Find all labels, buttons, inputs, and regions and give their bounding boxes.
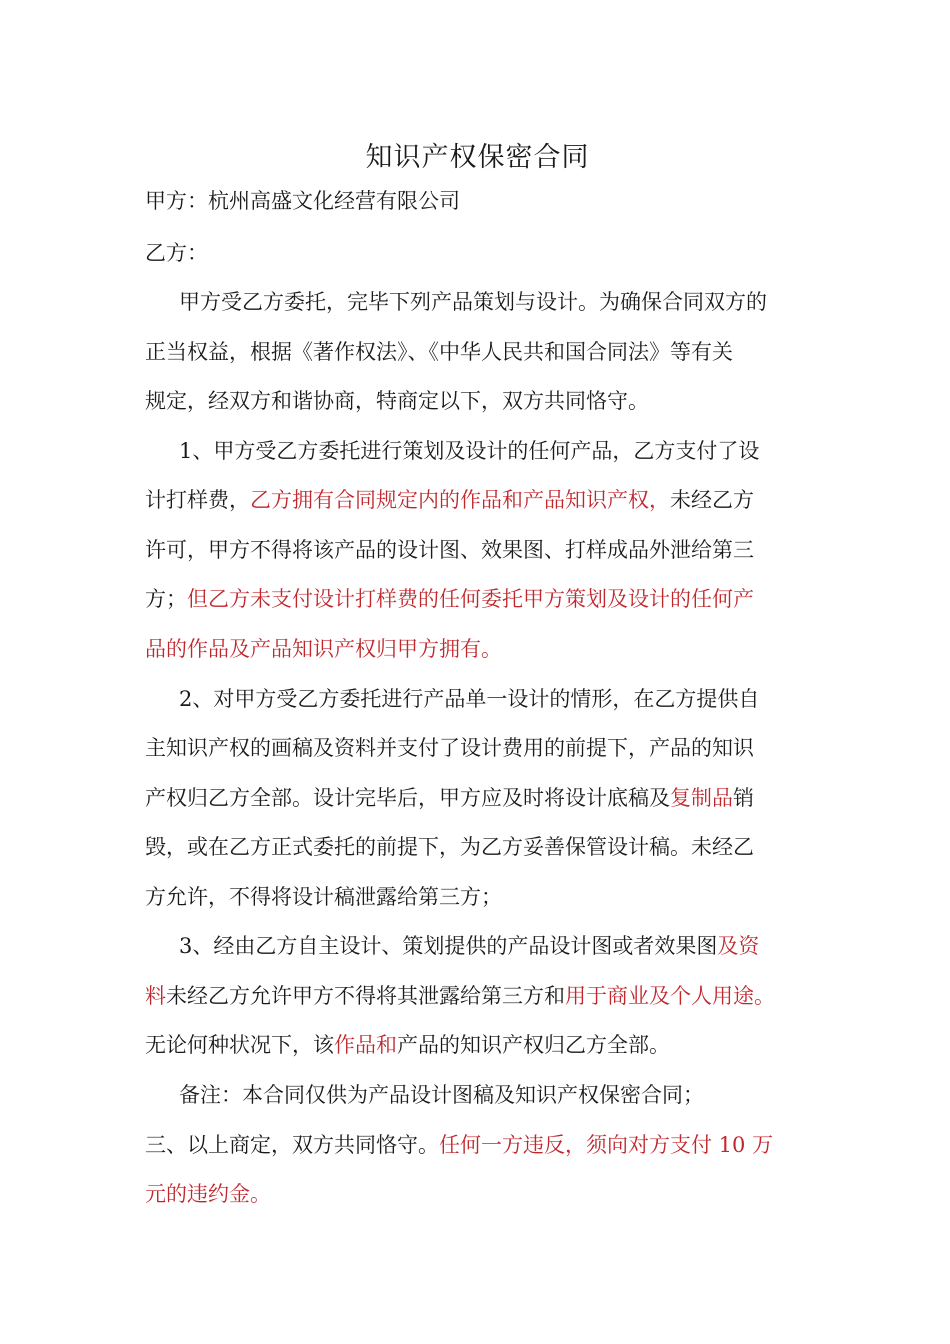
clause3-line-3 — [145, 1030, 670, 1060]
section3-line-2: 元的违约金。 — [145, 1182, 271, 1206]
clause1-highlight: 乙方拥有合同规定内的作品和产品知识产权， — [250, 488, 670, 512]
clause1-line-1: 1、甲方受乙方委托进行策划及设计的任何产品，乙方支付了设 — [179, 439, 760, 463]
clause3-highlight: 及资 — [717, 934, 760, 958]
party-a-line: 甲方：杭州高盛文化经营有限公司 — [145, 189, 460, 213]
note-line: 备注：本合同仅供为产品设计图稿及知识产权保密合同； — [179, 1083, 704, 1107]
clause1-line-4 — [145, 584, 754, 614]
clause2-line-4: 毁，或在乙方正式委托的前提下，为乙方妥善保管设计稿。未经乙 — [145, 835, 754, 859]
clause1-text: 计打样费， — [145, 488, 250, 512]
intro-line-3: 规定，经双方和谐协商，特商定以下，双方共同恪守。 — [145, 389, 649, 413]
clause2-line-5: 方允许，不得将设计稿泄露给第三方； — [145, 885, 502, 909]
clause3-text: 3、经由乙方自主设计、策划提供的产品设计图或者效果图 — [179, 934, 718, 958]
intro-line-1: 甲方受乙方委托，完毕下列产品策划与设计。为确保合同双方的 — [179, 290, 767, 314]
clause2-highlight: 复制品 — [670, 786, 733, 810]
clause2-line-2: 主知识产权的画稿及资料并支付了设计费用的前提下，产品的知识 — [145, 736, 754, 760]
clause3-highlight: 作品和 — [334, 1033, 397, 1057]
party-b-line: 乙方： — [145, 241, 208, 265]
clause1-text: 未经乙方 — [670, 488, 754, 512]
clause3-text: 未经乙方允许甲方不得将其泄露给第三方和 — [166, 984, 565, 1008]
clause3-highlight: 用于商业及个人用途。 — [565, 984, 775, 1008]
clause2-line-1: 2、对甲方受乙方委托进行产品单一设计的情形，在乙方提供自 — [179, 687, 760, 711]
clause2-text: 产权归乙方全部。设计完毕后，甲方应及时将设计底稿及 — [145, 786, 670, 810]
clause2-text: 销 — [733, 786, 754, 810]
clause2-line-3 — [145, 783, 754, 813]
clause3-text: 产品的知识产权归乙方全部。 — [397, 1033, 670, 1057]
section3-text: 三、以上商定，双方共同恪守。 — [145, 1133, 439, 1157]
clause3-line-1 — [145, 931, 759, 961]
intro-line-2: 正当权益，根据《著作权法》、《中华人民共和国合同法》等有关 — [145, 340, 733, 364]
clause1-line-3: 许可，甲方不得将该产品的设计图、效果图、打样成品外泄给第三 — [145, 538, 754, 562]
clause3-highlight: 料 — [145, 984, 166, 1008]
clause1-text: 方； — [145, 587, 187, 611]
clause3-text: 无论何种状况下，该 — [145, 1033, 334, 1057]
document-title: 知识产权保密合同 — [365, 142, 590, 173]
clause1-line-5: 品的作品及产品知识产权归甲方拥有。 — [145, 637, 502, 661]
clause3-line-2 — [145, 981, 775, 1011]
clause1-highlight: 但乙方未支付设计打样费的任何委托甲方策划及设计的任何产 — [187, 587, 754, 611]
section3-highlight: 任何一方违反，须向对方支付 10 万 — [439, 1133, 774, 1157]
clause1-line-2 — [145, 485, 754, 515]
section3-line-1 — [145, 1130, 773, 1160]
